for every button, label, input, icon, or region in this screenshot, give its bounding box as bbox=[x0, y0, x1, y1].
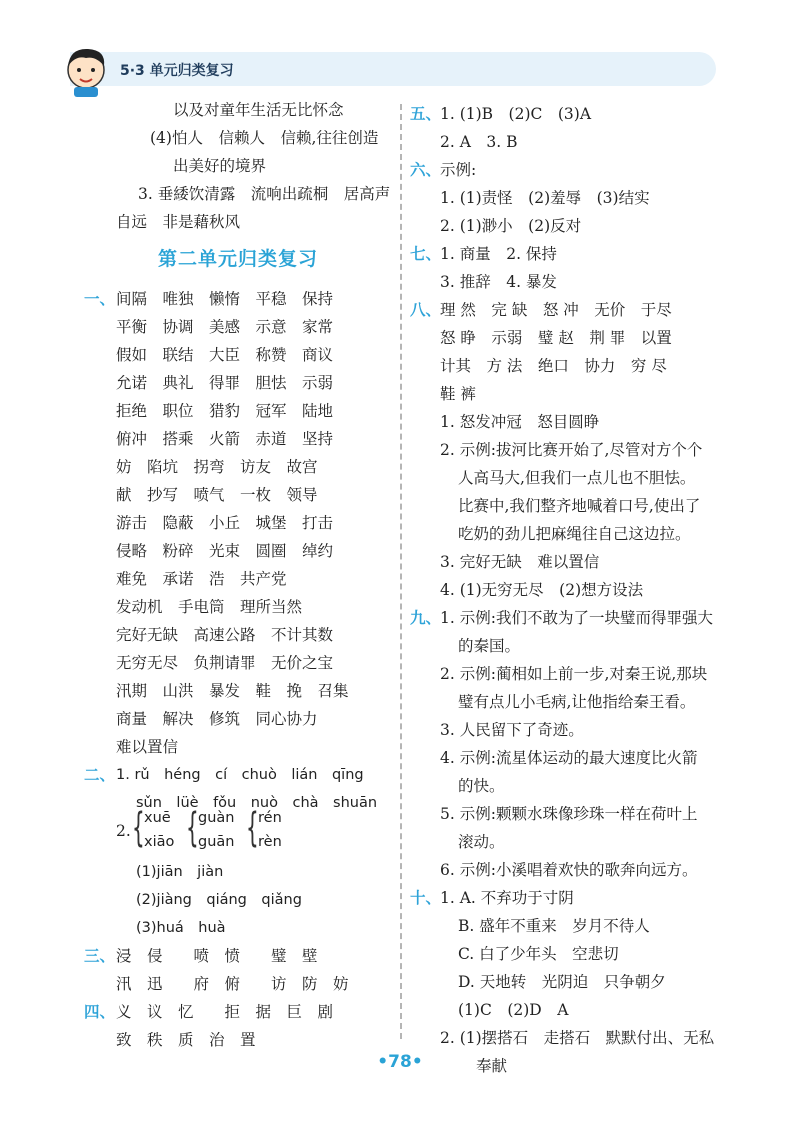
answer-line: (4)怕人 信赖人 信赖,往往创造 bbox=[150, 129, 379, 147]
section-label: 十、 bbox=[410, 888, 442, 907]
answer-line: 1. (1)B (2)C (3)A bbox=[440, 105, 592, 123]
answer-line: 滚动。 bbox=[458, 833, 505, 851]
section-label: 三、 bbox=[84, 946, 116, 965]
brace-glyph: { bbox=[186, 805, 199, 851]
answer-line: 出美好的境界 bbox=[173, 157, 267, 175]
answer-line: 人高马大,但我们一点儿也不胆怯。 bbox=[458, 469, 696, 487]
answer-line: 游击 隐蔽 小丘 城堡 打击 bbox=[116, 514, 334, 532]
answer-line: D. 天地转 光阴迫 只争朝夕 bbox=[458, 973, 666, 991]
pinyin-item: rèn bbox=[258, 834, 282, 850]
answer-line: 1. 示例:我们不敢为了一块璧而得罪强大 bbox=[440, 609, 713, 627]
answer-line: 2. 示例:拔河比赛开始了,尽管对方个个 bbox=[440, 441, 703, 459]
answer-line: 拒绝 职位 猎豹 冠军 陆地 bbox=[116, 402, 334, 420]
pinyin-item: xiāo bbox=[144, 834, 175, 850]
answer-line: B. 盛年不重来 岁月不待人 bbox=[458, 917, 650, 935]
answer-line: 4. (1)无穷无尽 (2)想方设法 bbox=[440, 581, 644, 599]
answer-line: 1. A. 不弃功于寸阴 bbox=[440, 889, 574, 907]
answer-number: 2. bbox=[116, 822, 131, 840]
answer-line: 自远 非是藉秋风 bbox=[116, 213, 241, 231]
answer-line: (1)C (2)D A bbox=[458, 1001, 569, 1019]
answer-line: 发动机 手电筒 理所当然 bbox=[116, 598, 303, 616]
answer-line: 计其 方 法 绝口 协力 穷 尽 bbox=[440, 357, 667, 375]
answer-line: 5. 示例:颗颗水珠像珍珠一样在荷叶上 bbox=[440, 805, 698, 823]
pinyin-line: (1)jiān jiàn bbox=[136, 864, 224, 880]
section-label: 八、 bbox=[410, 300, 442, 319]
brace-glyph: { bbox=[132, 805, 145, 851]
answer-line: 商量 解决 修筑 同心协力 bbox=[116, 710, 318, 728]
answer-line: 2. (1)摆搭石 走搭石 默默付出、无私 bbox=[440, 1029, 715, 1047]
answer-line: 鞋 裤 bbox=[440, 385, 476, 403]
answer-line: 的快。 bbox=[458, 777, 505, 795]
pinyin-item: rén bbox=[258, 810, 282, 826]
section-label: 六、 bbox=[410, 160, 442, 179]
mascot-boy-icon bbox=[56, 40, 116, 98]
pinyin-item: guàn bbox=[198, 810, 235, 826]
answer-line: 难免 承诺 浩 共产党 bbox=[116, 570, 287, 588]
answer-line: 4. 示例:流星体运动的最大速度比火箭 bbox=[440, 749, 698, 767]
answer-line: 3. 人民留下了奇迹。 bbox=[440, 721, 584, 739]
pinyin-item: xuē bbox=[144, 810, 171, 826]
answer-line: 1. 怒发冲冠 怒目圆睁 bbox=[440, 413, 600, 431]
header-title: 5·3 单元归类复习 bbox=[120, 63, 234, 79]
answer-line: 无穷无尽 负荆请罪 无价之宝 bbox=[116, 654, 334, 672]
pinyin-line: sǔn lüè fǒu nuò chà shuān bbox=[136, 795, 378, 811]
answer-line: 的秦国。 bbox=[458, 637, 521, 655]
answer-line: 2. (1)渺小 (2)反对 bbox=[440, 217, 582, 235]
answer-line: C. 白了少年头 空悲切 bbox=[458, 945, 619, 963]
answer-line: 完好无缺 高速公路 不计其数 bbox=[116, 626, 334, 644]
answer-line: 示例: bbox=[440, 161, 477, 179]
pinyin-line: (2)jiàng qiáng qiǎng bbox=[136, 892, 302, 908]
answer-line: 2. 示例:蔺相如上前一步,对秦王说,那块 bbox=[440, 665, 708, 683]
answer-line: 理 然 完 缺 怒 冲 无价 于尽 bbox=[440, 301, 672, 319]
answer-line: 璧有点儿小毛病,让他指给秦王看。 bbox=[458, 693, 696, 711]
answer-line: 2. A 3. B bbox=[440, 133, 518, 151]
answer-line: 1. (1)责怪 (2)羞辱 (3)结实 bbox=[440, 189, 650, 207]
page-number: •78• bbox=[377, 1052, 423, 1072]
answer-line: 1. 商量 2. 保持 bbox=[440, 245, 557, 263]
answer-line: 间隔 唯独 懒惰 平稳 保持 bbox=[116, 290, 334, 308]
answer-line: 吃奶的劲儿把麻绳往自己这边拉。 bbox=[458, 525, 691, 543]
answer-line: 汛 迅 府 俯 访 防 妨 bbox=[116, 975, 349, 993]
section-label: 四、 bbox=[84, 1002, 116, 1021]
pinyin-line: 1. rǔ héng cí chuò lián qīng bbox=[116, 767, 364, 783]
answer-line: 允诺 典礼 得罪 胆怯 示弱 bbox=[116, 374, 334, 392]
answer-line: 怒 睁 示弱 璧 赵 荆 罪 以置 bbox=[440, 329, 672, 347]
brace-glyph: { bbox=[246, 805, 259, 851]
pinyin-item: guān bbox=[198, 834, 235, 850]
answer-line: 妨 陷坑 拐弯 访友 故宫 bbox=[116, 458, 318, 476]
answer-line: 浸 侵 喷 愤 璧 壁 bbox=[116, 947, 318, 965]
answer-line: 难以置信 bbox=[116, 738, 179, 756]
column-divider bbox=[400, 104, 402, 1039]
answer-line: 6. 示例:小溪唱着欢快的歌奔向远方。 bbox=[440, 861, 698, 879]
answer-line: 以及对童年生活无比怀念 bbox=[173, 101, 344, 119]
answer-line: 假如 联结 大臣 称赞 商议 bbox=[116, 346, 334, 364]
answer-line: 侵略 粉碎 光束 圆圈 绰约 bbox=[116, 542, 334, 560]
pinyin-line: (3)huá huà bbox=[136, 920, 226, 936]
answer-line: 义 议 忆 拒 据 巨 剧 bbox=[116, 1003, 334, 1021]
answer-line: 平衡 协调 美感 示意 家常 bbox=[116, 318, 334, 336]
answer-line: 3. 垂緌饮清露 流响出疏桐 居高声 bbox=[138, 185, 391, 203]
answer-line: 3. 完好无缺 难以置信 bbox=[440, 553, 600, 571]
answer-line: 汛期 山洪 暴发 鞋 挽 召集 bbox=[116, 682, 349, 700]
answer-line: 俯冲 搭乘 火箭 赤道 坚持 bbox=[116, 430, 334, 448]
section-title: 第二单元归类复习 bbox=[158, 248, 319, 270]
section-label: 二、 bbox=[84, 765, 116, 784]
answer-line: 致 秩 质 治 置 bbox=[116, 1031, 256, 1049]
section-label: 七、 bbox=[410, 244, 442, 263]
section-label: 九、 bbox=[410, 608, 442, 627]
answer-line: 3. 推辞 4. 暴发 bbox=[440, 273, 557, 291]
answer-line: 奉献 bbox=[476, 1057, 508, 1075]
section-label: 一、 bbox=[84, 289, 116, 308]
answer-line: 献 抄写 喷气 一枚 领导 bbox=[116, 486, 318, 504]
section-label: 五、 bbox=[410, 104, 442, 123]
answer-line: 比赛中,我们整齐地喊着口号,使出了 bbox=[458, 497, 701, 515]
